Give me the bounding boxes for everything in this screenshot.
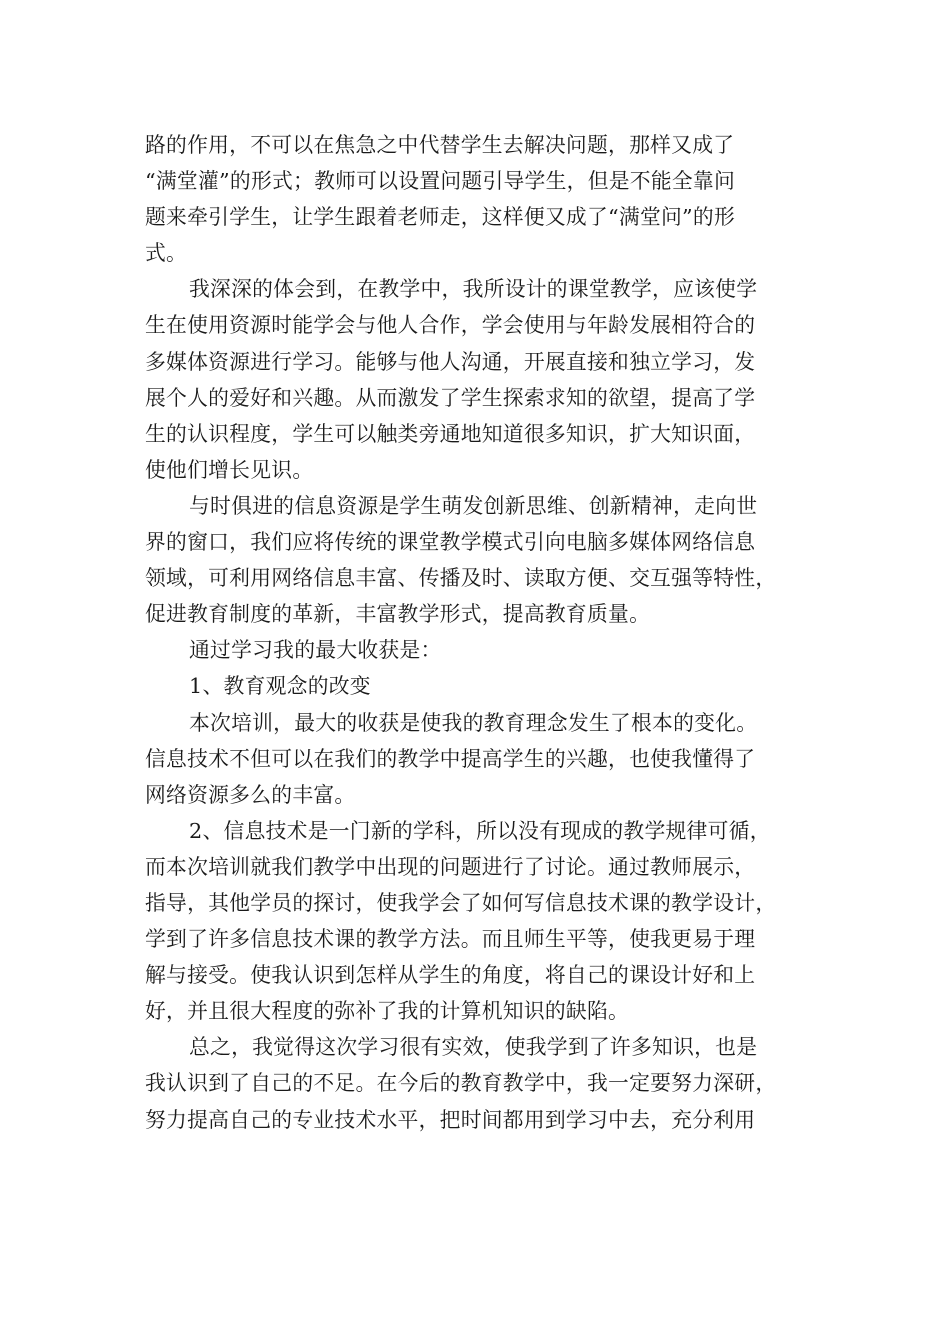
text-line: 解与接受。使我认识到怎样从学生的角度，将自己的课设计好和上 [145,963,756,988]
text-line: 生的认识程度，学生可以触类旁通地知道很多知识，扩大知识面， [145,421,756,446]
text-line: 信息技术不但可以在我们的教学中提高学生的兴趣，也使我懂得了 [145,746,756,771]
text-line: 而本次培训就我们教学中出现的问题进行了讨论。通过教师展示， [145,854,756,879]
text-line: 与时俱进的信息资源是学生萌发创新思维、创新精神，走向世 [189,493,758,518]
text-line: 2、信息技术是一门新的学科，所以没有现成的教学规律可循， [189,818,771,843]
text-line: 好，并且很大程度的弥补了我的计算机知识的缺陷。 [145,999,630,1024]
text-line: 使他们增长见识。 [145,457,314,482]
text-line: 学到了许多信息技术课的教学方法。而且师生平等，使我更易于理 [145,927,756,952]
text-line: 展个人的爱好和兴趣。从而激发了学生探索求知的欲望，提高了学 [145,385,756,410]
text-line: 式。 [145,241,188,266]
text-line: 我认识到了自己的不足。在今后的教育教学中，我一定要努力深研， [145,1071,777,1096]
text-line: 指导，其他学员的探讨，使我学会了如何写信息技术课的教学设计， [145,890,777,915]
text-line: 我深深的体会到，在教学中，我所设计的课堂教学，应该使学 [189,277,758,302]
text-line: 题来牵引学生，让学生跟着老师走，这样便又成了“满堂问”的形 [145,205,736,230]
text-line: 界的窗口，我们应将传统的课堂教学模式引向电脑多媒体网络信息 [145,530,756,555]
text-line: 多媒体资源进行学习。能够与他人沟通，开展直接和独立学习，发 [145,349,756,374]
text-line: 促进教育制度的革新，丰富教学形式，提高教育质量。 [145,602,651,627]
document-page [145,127,810,1138]
text-line: 网络资源多么的丰富。 [145,782,356,807]
text-line: “满堂灌”的形式；教师可以设置问题引导学生，但是不能全靠问 [145,169,736,194]
text-line: 努力提高自己的专业技术水平，把时间都用到学习中去，充分利用 [145,1107,756,1132]
text-line: 生在使用资源时能学会与他人合作，学会使用与年龄发展相符合的 [145,313,756,338]
text-line: 1、教育观念的改变 [189,674,371,699]
text-line: 领域，可利用网络信息丰富、传播及时、读取方便、交互强等特性， [145,566,777,591]
text-line: 通过学习我的最大收获是： [189,638,442,663]
text-line: 路的作用，不可以在焦急之中代替学生去解决问题，那样又成了 [145,133,735,157]
text-line: 总之，我觉得这次学习很有实效，使我学到了许多知识，也是 [189,1035,758,1060]
text-line: 本次培训，最大的收获是使我的教育理念发生了根本的变化。 [189,710,758,735]
